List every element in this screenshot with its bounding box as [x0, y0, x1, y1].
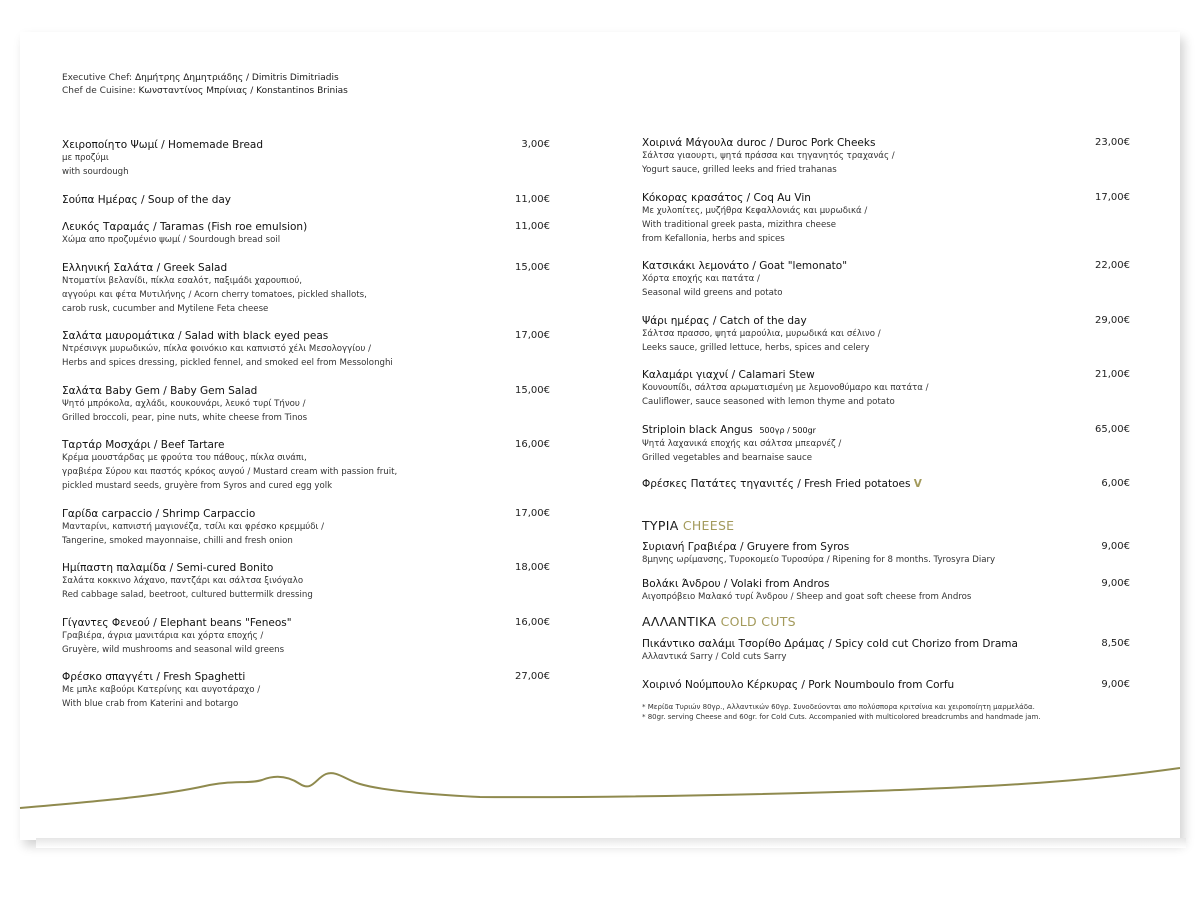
item-price: 9,00€ [1101, 679, 1130, 690]
item-title [642, 423, 1112, 438]
item-price: 27,00€ [515, 671, 550, 682]
item-desc: With traditional greek pasta, mizithra cheese [642, 219, 836, 230]
footnote-english: * 80gr. serving Cheese and 60gr. for Cold Cuts. Accompanied with multicolored breadcrumbs and handmade jam. [642, 713, 1041, 721]
item-title: Ημίπαστη παλαμίδα / Semi-cured Bonito [62, 562, 274, 574]
item-desc: Κουνουπίδι, σάλτσα αρωματισμένη με λεμονοθύμαρο και πατάτα / [642, 383, 929, 393]
item-desc: Ψητά λαχανικά εποχής και σάλτσα μπεαρνέζ / [642, 439, 842, 449]
menu-item [642, 678, 1112, 692]
cheese-heading [642, 518, 734, 533]
menu-item [642, 423, 1112, 466]
item-title: Ελληνική Σαλάτα / Greek Salad [62, 262, 228, 274]
chef-credits [62, 72, 348, 98]
item-desc: Ντοματίνι βελανίδι, πίκλα εσαλότ, παξιμάδι χαρουπιού, [62, 276, 303, 286]
item-desc: Κρέμα μουστάρδας με φρούτα του πάθους, πίκλα σινάπι, [62, 453, 307, 463]
item-title: Γίγαντες Φενεού / Elephant beans "Feneos" [62, 617, 292, 629]
menu-item [642, 191, 1112, 246]
item-title: Κόκορας κρασάτος / Coq Au Vin [642, 192, 811, 204]
item-title: Φρέσκο σπαγγέτι / Fresh Spaghetti [62, 671, 246, 683]
item-desc: Σαλάτα κοκκινο λάχανο, παντζάρι και σάλτσα ξινόγαλο [62, 576, 304, 586]
menu-item [642, 577, 1112, 603]
item-title: Χοιρινά Μάγουλα duroc / Duroc Pork Cheeks [642, 137, 876, 149]
menu-item [642, 259, 1112, 301]
cheese-heading-english: CHEESE [682, 518, 735, 533]
item-desc: Με μπλε καβούρι Κατερίνης και αυγοτάραχο / [62, 685, 261, 695]
menu-item [62, 138, 552, 180]
item-title: Χειροποίητο Ψωμί / Homemade Bread [62, 139, 264, 151]
cold-cuts-heading [642, 614, 796, 629]
item-desc: Red cabbage salad, beetroot, cultured buttermilk dressing [62, 589, 313, 600]
cold-cuts-heading-greek: ΑΛΛΑΝΤΙΚΑ [642, 614, 717, 629]
executive-chef-name: Δημήτρης Δημητριάδης / Dimitris Dimitriadis [134, 73, 339, 83]
executive-chef-line [62, 72, 348, 85]
item-title: Χοιρινό Νούμπουλο Κέρκυρας / Pork Noumboulo from Corfu [642, 679, 955, 691]
menu-item [62, 670, 552, 712]
menu-item [62, 616, 552, 658]
item-desc: Αλλαντικά Sarry / Cold cuts Sarry [642, 652, 787, 662]
item-title: Σαλάτα Baby Gem / Baby Gem Salad [62, 385, 258, 397]
wave-path [20, 768, 1180, 808]
item-title: Ψάρι ημέρας / Catch of the day [642, 315, 807, 327]
item-desc: With blue crab from Katerini and botargo [62, 698, 239, 709]
item-desc: Gruyère, wild mushrooms and seasonal wild greens [62, 644, 285, 655]
item-desc: Χώμα απο προζυμένιο ψωμί / Sourdough bread soil [62, 235, 281, 245]
item-desc: Ψητό μπρόκολα, αχλάδι, κουκουνάρι, λευκό τυρί Τήνου / [62, 399, 306, 409]
item-title-text: Φρέσκες Πατάτες τηγανιτές / Fresh Fried potatoes [642, 478, 911, 490]
item-title: Βολάκι Άνδρου / Volaki from Andros [642, 578, 830, 590]
item-price: 11,00€ [515, 194, 550, 205]
item-title: Καλαμάρι γιαχνί / Calamari Stew [642, 369, 815, 381]
item-price: 8,50€ [1101, 638, 1130, 649]
item-price: 15,00€ [515, 385, 550, 396]
menu-item [642, 136, 1112, 178]
menu-item [642, 540, 1112, 566]
item-desc: Αιγοπρόβειο Μαλακό τυρί Άνδρου / Sheep and goat soft cheese from Andros [642, 592, 972, 602]
item-price: 6,00€ [1101, 478, 1130, 489]
item-title: Λευκός Ταραμάς / Taramas (Fish roe emulsion) [62, 221, 308, 233]
menu-item [642, 637, 1112, 663]
chef-de-cuisine-name: Κωνσταντίνος Μπρίνιας / Konstantinos Brinias [138, 86, 348, 96]
chef-de-cuisine-label: Chef de Cuisine: [62, 86, 136, 96]
item-title [642, 477, 1112, 491]
menu-item [62, 261, 552, 316]
item-title: Κατσικάκι λεμονάτο / Goat "lemonato" [642, 260, 848, 272]
item-title: Γαρίδα carpaccio / Shrimp Carpaccio [62, 508, 256, 520]
item-price: 65,00€ [1095, 424, 1130, 435]
menu-item [62, 220, 552, 248]
item-title: Σούπα Ημέρας / Soup of the day [62, 194, 232, 206]
vegetarian-badge: V [913, 478, 922, 490]
item-title: Πικάντικο σαλάμι Τσορίθο Δράμας / Spicy cold cut Chorizo from Drama [642, 638, 1018, 650]
decorative-wave-line [0, 740, 1200, 820]
menu-item [642, 477, 1112, 491]
page-shadow [36, 838, 1186, 848]
item-title: Ταρτάρ Μοσχάρι / Beef Tartare [62, 439, 225, 451]
menu-item [642, 368, 1112, 410]
menu-item [62, 561, 552, 603]
item-desc: carob rusk, cucumber and Mytilene Feta cheese [62, 303, 269, 314]
item-desc: Γραβιέρα, άγρια μανιτάρια και χόρτα εποχής / [62, 631, 264, 641]
item-price: 18,00€ [515, 562, 550, 573]
cold-cuts-heading-english: COLD CUTS [720, 614, 796, 629]
item-price: 3,00€ [521, 139, 550, 150]
item-desc: Herbs and spices dressing, pickled fennel, and smoked eel from Messolonghi [62, 357, 393, 368]
item-price: 22,00€ [1095, 260, 1130, 271]
item-desc: Yogurt sauce, grilled leeks and fried trahanas [642, 164, 837, 175]
item-desc: Leeks sauce, grilled lettuce, herbs, spices and celery [642, 342, 870, 353]
item-price: 16,00€ [515, 439, 550, 450]
item-price: 11,00€ [515, 221, 550, 232]
item-desc: Ντρέσινγκ μυρωδικών, πίκλα φοινόκιο και καπνιστό χέλι Μεσολογγίου / [62, 344, 371, 354]
menu-item [62, 507, 552, 549]
menu-item [62, 193, 552, 207]
item-price: 21,00€ [1095, 369, 1130, 380]
item-price: 15,00€ [515, 262, 550, 273]
item-title: Συριανή Γραβιέρα / Gruyere from Syros [642, 541, 850, 553]
footnotes [642, 702, 1041, 722]
item-desc: Seasonal wild greens and potato [642, 287, 783, 298]
item-price: 17,00€ [1095, 192, 1130, 203]
item-title-text: Striploin black Angus [642, 424, 753, 436]
item-price: 29,00€ [1095, 315, 1130, 326]
item-price: 9,00€ [1101, 541, 1130, 552]
item-desc: from Kefallonia, herbs and spices [642, 233, 785, 244]
cheese-heading-greek: ΤΥΡΙΑ [642, 518, 679, 533]
menu-item [62, 329, 552, 371]
item-price: 16,00€ [515, 617, 550, 628]
item-desc: με προζύμι [62, 153, 109, 163]
item-price: 9,00€ [1101, 578, 1130, 589]
item-desc: Μανταρίνι, καπνιστή μαγιονέζα, τσίλι και φρέσκο κρεμμύδι / [62, 522, 325, 532]
item-desc: Tangerine, smoked mayonnaise, chilli and fresh onion [62, 535, 293, 546]
item-title: Σαλάτα μαυρομάτικα / Salad with black eyed peas [62, 330, 329, 342]
item-desc: Grilled broccoli, pear, pine nuts, white cheese from Tinos [62, 412, 308, 423]
item-desc: Χόρτα εποχής και πατάτα / [642, 274, 760, 284]
item-desc: 8μηνης ωρίμανσης, Τυροκομείο Τυροσύρα / Ripening for 8 months. Tyrosyra Diary [642, 555, 996, 565]
executive-chef-label: Executive Chef: [62, 73, 133, 83]
menu-item [642, 314, 1112, 356]
item-desc: Με χυλοπίτες, μυζήθρα Κεφαλλονιάς και μυρωδικά / [642, 206, 868, 216]
item-desc: with sourdough [62, 166, 129, 177]
menu-item [62, 384, 552, 426]
item-desc: Σάλτσα γιαουρτι, ψητά πράσσα και τηγανητός τραχανάς / [642, 151, 895, 161]
menu-item [62, 438, 552, 493]
item-desc: γραβιέρα Σύρου και παστός κρόκος αυγού / Mustard cream with passion fruit, [62, 466, 398, 477]
item-weight: 500γρ / 500gr [759, 426, 816, 435]
item-desc: Grilled vegetables and bearnaise sauce [642, 452, 813, 463]
item-price: 17,00€ [515, 508, 550, 519]
chef-de-cuisine-line [62, 85, 348, 98]
item-price: 23,00€ [1095, 137, 1130, 148]
footnote-greek: * Μερίδα Τυριών 80γρ., Αλλαντικών 60γρ. Συνοδεύονται απο πολύσπορα κριτσίνια και χειροποίητη μαρμελάδα. [642, 703, 1035, 711]
item-price: 17,00€ [515, 330, 550, 341]
item-desc: Σάλτσα πρασσο, ψητά μαρούλια, μυρωδικά και σέλινο / [642, 329, 881, 339]
item-desc: Cauliflower, sauce seasoned with lemon thyme and potato [642, 396, 895, 407]
item-desc: pickled mustard seeds, gruyère from Syros and cured egg yolk [62, 480, 333, 491]
item-desc: αγγούρι και φέτα Μυτιλήνης / Acorn cherry tomatoes, pickled shallots, [62, 289, 367, 300]
